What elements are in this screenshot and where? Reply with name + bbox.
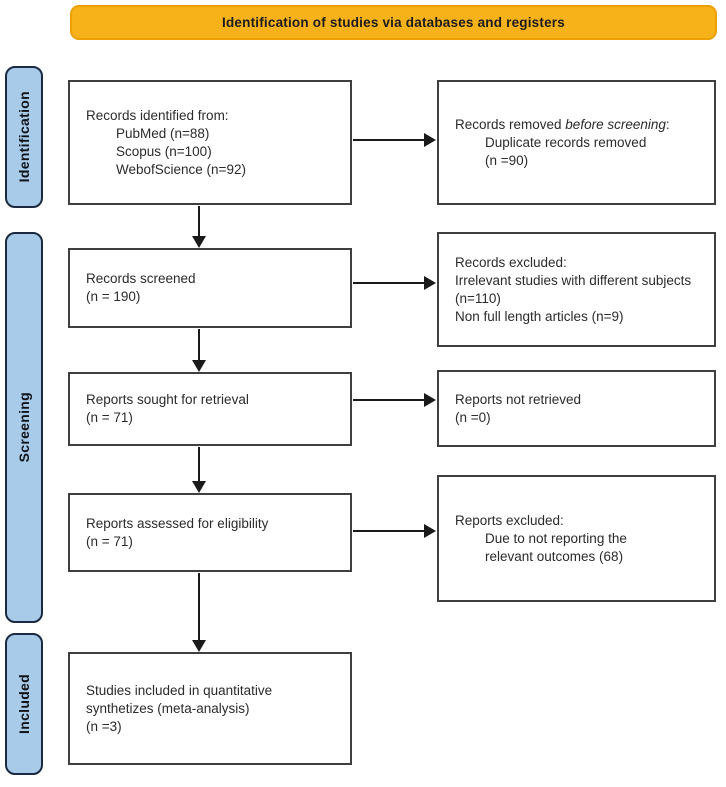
records-excluded-box [437,232,716,347]
arrow-right-line-4 [353,530,425,532]
box-line: Irrelevant studies with different subjects (n=110) [455,272,692,306]
arrow-down-head-1 [192,236,206,248]
arrow-down-line-1 [198,206,200,237]
stage-label-text: Screening [16,392,32,463]
arrow-right-line-2 [353,282,425,284]
arrow-right-head-4 [424,524,436,538]
box-line [455,116,704,134]
box-line: Reports excluded: [455,512,564,528]
box-text-segment: : [665,116,670,132]
box-line: Due to not reporting the [485,530,627,546]
arrow-right-line-1 [353,139,425,141]
reports-sought-box [68,372,352,446]
arrow-down-head-3 [192,481,206,493]
reports-excluded-box [437,475,716,602]
box-text-segment-italic: before screening [565,116,666,132]
box-line: (n = 71) [86,410,133,425]
box-line: Records identified from: [86,107,229,123]
box-line: (n =3) [86,718,122,734]
stage-label-screening [5,232,43,623]
box-line: Duplicate records removed [485,134,647,150]
box-line: (n = 71) [86,533,133,549]
arrow-right-head-3 [424,393,436,407]
studies-included-box [68,652,352,765]
arrow-down-line-4 [198,573,200,641]
box-line: Records screened [86,271,196,286]
title-banner [70,5,717,40]
arrow-right-head-1 [424,133,436,147]
stage-label-text: Included [16,674,32,734]
box-line: Scopus (n=100) [116,143,212,159]
arrow-down-head-4 [192,640,206,652]
box-line: Non full length articles (n=9) [455,308,624,324]
arrow-right-line-3 [353,399,425,401]
box-line: Records excluded: [455,254,567,270]
box-line: Reports assessed for eligibility [86,515,269,531]
records-identified-box [68,80,352,205]
box-line: Reports not retrieved [455,391,582,407]
reports-not-retrieved-box [437,370,716,447]
box-line: Studies included in quantitative synthetizes (meta-analysis) [86,682,273,716]
title-banner-text: Identification of studies via databases and registers [222,15,565,30]
arrow-right-head-2 [424,276,436,290]
box-text-segment: Records removed [455,116,566,132]
box-line: (n =90) [485,152,529,168]
box-line: PubMed (n=88) [116,125,210,141]
records-screened-box [68,248,352,328]
stage-label-identification [5,66,43,208]
records-removed-box [437,80,716,205]
arrow-down-line-2 [198,329,200,361]
arrow-down-head-2 [192,360,206,372]
arrow-down-line-3 [198,447,200,482]
stage-label-included [5,633,43,775]
reports-assessed-box [68,493,352,572]
box-line: (n =0) [455,409,491,425]
box-line: Reports sought for retrieval [86,392,249,407]
box-line: relevant outcomes (68) [485,548,624,564]
box-line: (n = 190) [86,289,141,304]
box-line: WebofScience (n=92) [116,161,246,177]
stage-label-text: Identification [16,91,32,183]
